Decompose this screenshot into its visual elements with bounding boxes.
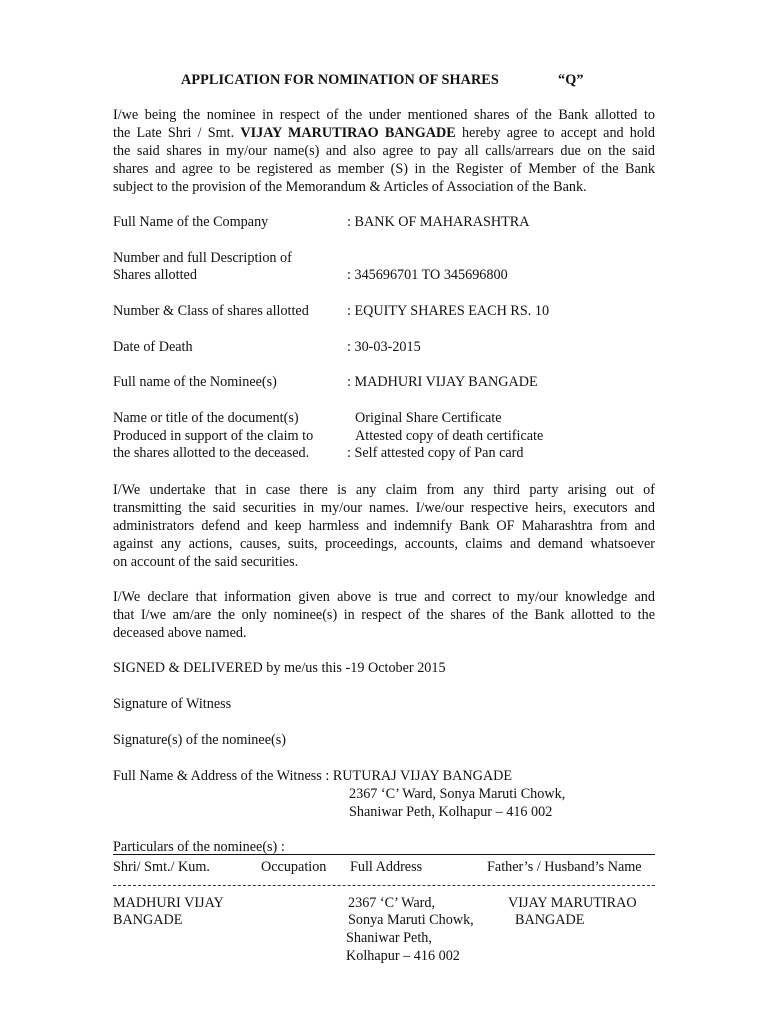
document-label: Name or title of the document(s)	[113, 410, 299, 426]
particulars-heading: Particulars of the nominee(s) :	[113, 839, 285, 855]
table-header: Shri/ Smt./ Kum.	[113, 859, 210, 875]
undertaking-line: I/We undertake that in case there is any claim from any third party arising out of	[113, 482, 655, 498]
deceased-name: VIJAY MARUTIRAO BANGADE	[240, 125, 456, 141]
table-header: Father’s / Husband’s Name	[487, 859, 642, 875]
declaration-line: that I/we am/are the only nominee(s) in respect of the shares of the Bank allotted to the	[113, 607, 655, 623]
shares-desc-value: : 345696701 TO 345696800	[347, 267, 508, 283]
witness-address: 2367 ‘C’ Ward, Sonya Maruti Chowk,	[349, 786, 566, 802]
intro-text: hereby agree to accept and hold	[455, 125, 656, 141]
class-value: : EQUITY SHARES EACH RS. 10	[347, 303, 550, 319]
undertaking-line: transmitting the said securities in my/our names. I/we/our respective heirs, executors and	[113, 500, 655, 516]
witness-name: RUTURAJ VIJAY BANGADE	[332, 768, 513, 784]
nominee-address: Kolhapur – 416 002	[346, 948, 460, 964]
shares-desc-label: Shares allotted	[113, 267, 197, 283]
company-label: Full Name of the Company	[113, 214, 269, 230]
nominee-address: Shaniwar Peth,	[346, 930, 432, 946]
declaration-paragraph	[113, 588, 655, 642]
shares-desc-label: Number and full Description of	[113, 250, 292, 266]
nominee-address: Sonya Maruti Chowk,	[348, 912, 474, 928]
declaration-line: deceased above named.	[113, 625, 247, 641]
document-value: : Self attested copy of Pan card	[347, 445, 524, 461]
intro-line	[113, 124, 655, 142]
intro-line: I/we being the nominee in respect of the under mentioned shares of the Bank allotted to	[113, 107, 655, 123]
death-label: Date of Death	[113, 339, 193, 355]
undertaking-paragraph	[113, 481, 655, 571]
intro-line: subject to the provision of the Memorandum & Articles of Association of the Bank.	[113, 179, 587, 195]
class-label: Number & Class of shares allotted	[113, 303, 309, 319]
signature-nominee: Signature(s) of the nominee(s)	[113, 732, 286, 748]
nominee-name: BANGADE	[113, 912, 183, 928]
table-rule	[113, 854, 655, 855]
document-value: Original Share Certificate	[355, 410, 502, 426]
intro-line: shares and agree to be registered as member (S) in the Register of Member of the Bank	[113, 161, 655, 177]
intro-paragraph	[113, 106, 655, 196]
signature-witness: Signature of Witness	[113, 696, 232, 712]
nominee-name: MADHURI VIJAY	[113, 895, 224, 911]
undertaking-line: on account of the said securities.	[113, 554, 299, 570]
table-header: Occupation	[261, 859, 327, 875]
document-label: Produced in support of the claim to	[113, 428, 314, 444]
witness-line	[113, 767, 512, 785]
table-header: Full Address	[350, 859, 423, 875]
document-label: the shares allotted to the deceased.	[113, 445, 310, 461]
document-value: Attested copy of death certificate	[355, 428, 544, 444]
father-name: VIJAY MARUTIRAO	[508, 895, 637, 911]
declaration-line: I/We declare that information given above is true and correct to my/our knowledge and	[113, 589, 655, 605]
document-code: “Q”	[558, 72, 584, 88]
table-divider	[113, 885, 655, 886]
company-value: : BANK OF MAHARASHTRA	[347, 214, 530, 230]
intro-text: the Late Shri / Smt.	[113, 125, 241, 141]
father-name: BANGADE	[515, 912, 585, 928]
undertaking-line: against any actions, causes, suits, proceedings, accounts, claims and demand whatsoever	[113, 536, 655, 552]
death-value: : 30-03-2015	[347, 339, 421, 355]
intro-line: the said shares in my/our name(s) and also agree to pay all calls/arrears due on the said	[113, 143, 655, 159]
document-title: APPLICATION FOR NOMINATION OF SHARES	[181, 72, 499, 88]
nominee-label: Full name of the Nominee(s)	[113, 374, 277, 390]
undertaking-line: administrators defend and keep harmless and indemnify Bank OF Maharashtra from and	[113, 518, 655, 534]
witness-address: Shaniwar Peth, Kolhapur – 416 002	[349, 804, 553, 820]
witness-label: Full Name & Address of the Witness :	[113, 768, 333, 784]
nominee-address: 2367 ‘C’ Ward,	[348, 895, 435, 911]
signed-delivered: SIGNED & DELIVERED by me/us this -19 October 2015	[113, 660, 446, 676]
nominee-value: : MADHURI VIJAY BANGADE	[347, 374, 538, 390]
